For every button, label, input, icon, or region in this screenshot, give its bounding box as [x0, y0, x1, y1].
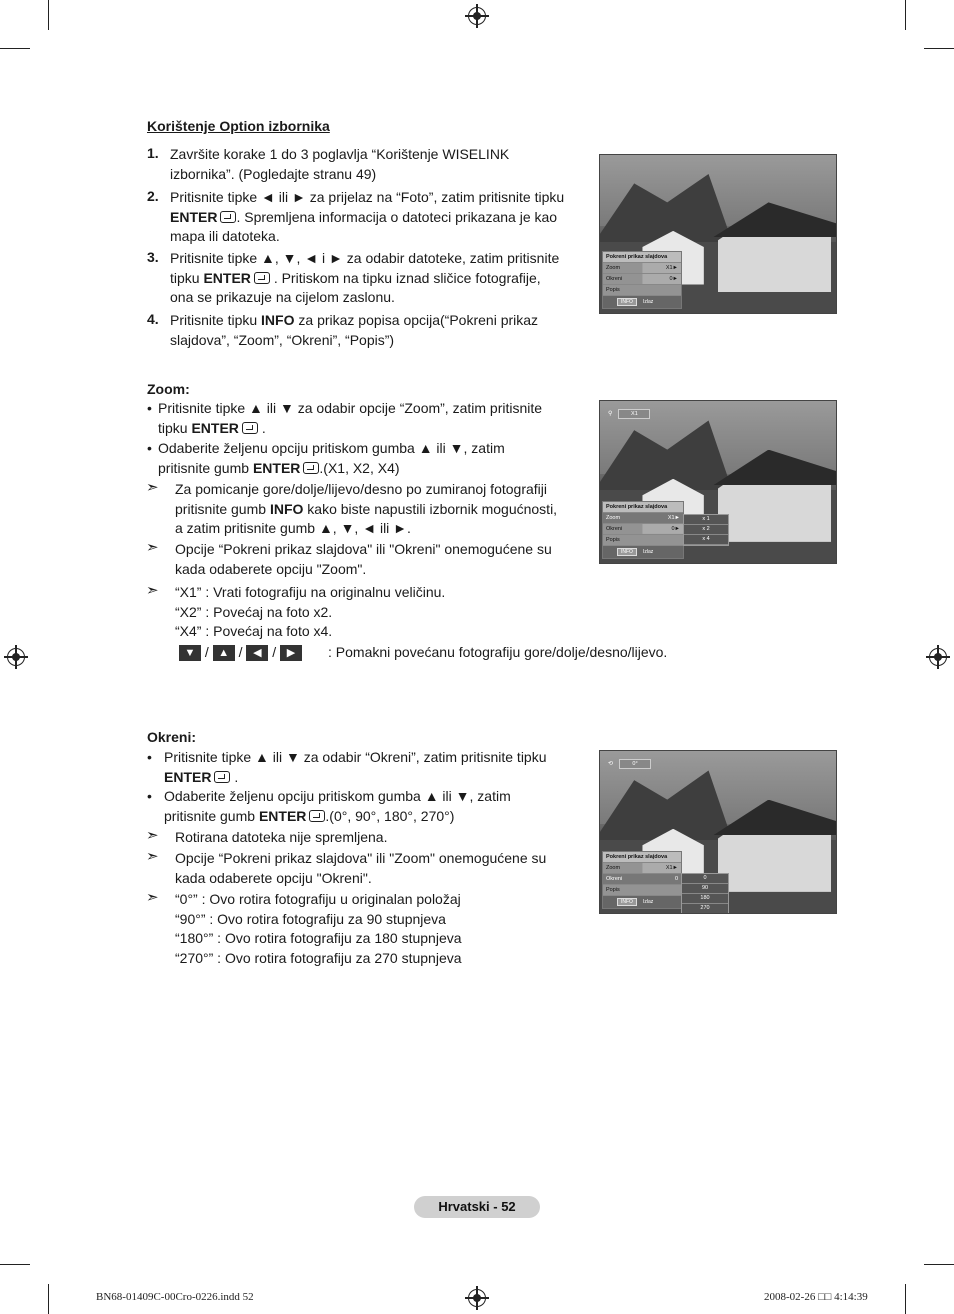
osd-zoom-submenu: x 1 x 2 x 4 — [683, 514, 729, 546]
step-number: 2. — [147, 188, 159, 204]
left-arrow-button-icon: ◀ — [246, 645, 268, 661]
okreni-note-1: Rotirana datoteka nije spremljena. — [175, 829, 388, 845]
tv-screenshot-rotate — [599, 750, 837, 914]
crop-mark — [924, 1264, 954, 1265]
step-3-text: Pritisnite tipke ▲, ▼, ◄ i ► za odabir datoteke, zatim pritisnite tipku ENTER . Pritiskom na tipku iznad sličice fotografije, ona se prikazuje na cijelom zaslonu. — [170, 250, 560, 306]
tv-screenshot-option-menu — [599, 154, 837, 314]
okreni-bullet-1: Pritisnite tipke ▲ ili ▼ za odabir “Okreni”, zatim pritisnite tipku ENTER . — [164, 749, 547, 785]
right-arrow-button-icon: ▶ — [280, 645, 302, 661]
okreni-bullet-2: Odaberite željenu opciju pritiskom gumba ▲ ili ▼, zatim pritisnite gumb ENTER .(0°, 90°, 180°, 270°) — [164, 788, 511, 824]
note-arrow-icon: ➣ — [146, 582, 159, 599]
crop-mark — [0, 48, 30, 49]
registration-mark-icon — [926, 645, 950, 669]
section-title-zoom: Zoom: — [147, 381, 190, 397]
up-arrow-button-icon: ▲ — [213, 645, 235, 661]
crop-mark — [0, 1264, 30, 1265]
step-1-text: Završite korake 1 do 3 poglavlja “Korištenje WISELINK izbornika”. (Pogledajte stranu 49) — [170, 146, 510, 182]
zoom-note-2: Opcije “Pokreni prikaz slajdova" ili "Okreni" onemogućene su kada odaberete opciju "Zoom". — [175, 541, 552, 577]
osd-option-menu: Pokreni prikaz slajdova Zoom X1► Okreni 0► Popis INFO Izlaz — [602, 501, 684, 559]
okreni-note-3: “0°” : Ovo rotira fotografiju u originalan položaj “90°” : Ovo rotira fotografiju za 90 stupnjeva “180°” : Ovo rotira fotografiju za 180 stupnjeva “270°” : Ovo rotira fotografiju za 270 stupnjeva — [175, 891, 462, 966]
zoom-nav-row: ▼ / ▲ / ◀ / ▶ — [179, 643, 302, 663]
crop-mark — [924, 48, 954, 49]
note-arrow-icon: ➣ — [146, 479, 159, 496]
osd-rotate-indicator: ⟲ 0° — [608, 759, 651, 769]
osd-option-menu: Pokreni prikaz slajdova Zoom X1► Okreni 0► Popis INFO Izlaz — [602, 251, 682, 309]
note-arrow-icon: ➣ — [146, 889, 159, 906]
osd-rotate-submenu: 0 90 180 270 — [681, 873, 729, 914]
enter-icon — [220, 211, 236, 223]
enter-icon — [242, 422, 258, 434]
enter-icon — [214, 771, 230, 783]
section-title-option-menu: Korištenje Option izbornika — [147, 118, 330, 134]
registration-mark-icon — [4, 645, 28, 669]
zoom-bullet-2: Odaberite željenu opciju pritiskom gumba ▲ ili ▼, zatim pritisnite gumb ENTER .(X1, X2, X4) — [158, 440, 505, 476]
bullet-icon: • — [147, 400, 152, 416]
section-title-okreni: Okreni: — [147, 729, 197, 745]
step-number: 3. — [147, 249, 159, 265]
osd-zoom-indicator: ⚲ X1 — [608, 409, 650, 419]
enter-icon — [303, 462, 319, 474]
bullet-icon: • — [147, 749, 152, 765]
bullet-icon: • — [147, 788, 152, 804]
tv-screenshot-zoom — [599, 400, 837, 564]
note-arrow-icon: ➣ — [146, 539, 159, 556]
okreni-note-2: Opcije “Pokreni prikaz slajdova" ili "Zoom" onemogućene su kada odaberete opciju "Okreni". — [175, 850, 547, 886]
crop-mark — [48, 1284, 49, 1314]
step-number: 4. — [147, 311, 159, 327]
zoom-note-1: Za pomicanje gore/dolje/lijevo/desno po zumiranoj fotografiji pritisnite gumb INFO kako biste napustili izbornik mogućnosti, a zatim pritisnite gumb ▲, ▼, ◄ ili ►. — [175, 481, 558, 537]
magnifier-icon: ⚲ — [608, 411, 613, 417]
step-4-text: Pritisnite tipku INFO za prikaz popisa opcija(“Pokreni prikaz slajdova”, “Zoom”, “Okreni”, “Popis”) — [170, 312, 539, 348]
enter-icon — [254, 272, 270, 284]
osd-option-menu: Pokreni prikaz slajdova Zoom X1► Okreni 0 Popis INFO Izlaz — [602, 851, 682, 909]
registration-mark-icon — [465, 1286, 489, 1310]
rotate-icon: ⟲ — [608, 761, 614, 767]
step-number: 1. — [147, 145, 159, 161]
note-arrow-icon: ➣ — [146, 848, 159, 865]
crop-mark — [905, 1284, 906, 1314]
print-slug-date: 2008-02-26 □□ 4:14:39 — [764, 1291, 868, 1303]
crop-mark — [48, 0, 49, 30]
zoom-bullet-1: Pritisnite tipke ▲ ili ▼ za odabir opcije “Zoom”, zatim pritisnite tipku ENTER . — [158, 400, 543, 436]
note-arrow-icon: ➣ — [146, 827, 159, 844]
enter-icon — [309, 810, 325, 822]
print-slug-file: BN68-01409C-00Cro-0226.indd 52 — [96, 1291, 254, 1303]
step-2-text: Pritisnite tipke ◄ ili ► za prijelaz na “Foto”, zatim pritisnite tipku ENTER . Spremljena informacija o datoteci prikazana je kao mapa ili datoteka. — [170, 189, 565, 245]
down-arrow-button-icon: ▼ — [179, 645, 201, 661]
page-number-badge: Hrvatski - 52 — [414, 1196, 540, 1218]
bullet-icon: • — [147, 440, 152, 456]
zoom-note-3: “X1” : Vrati fotografiju na originalnu veličinu. “X2” : Povećaj na foto x2. “X4” : Povećaj na foto x4. — [175, 584, 446, 640]
crop-mark — [905, 0, 906, 30]
registration-mark-icon — [465, 4, 489, 28]
zoom-nav-text: : Pomakni povećanu fotografiju gore/dolje/desno/lijevo. — [328, 644, 668, 660]
